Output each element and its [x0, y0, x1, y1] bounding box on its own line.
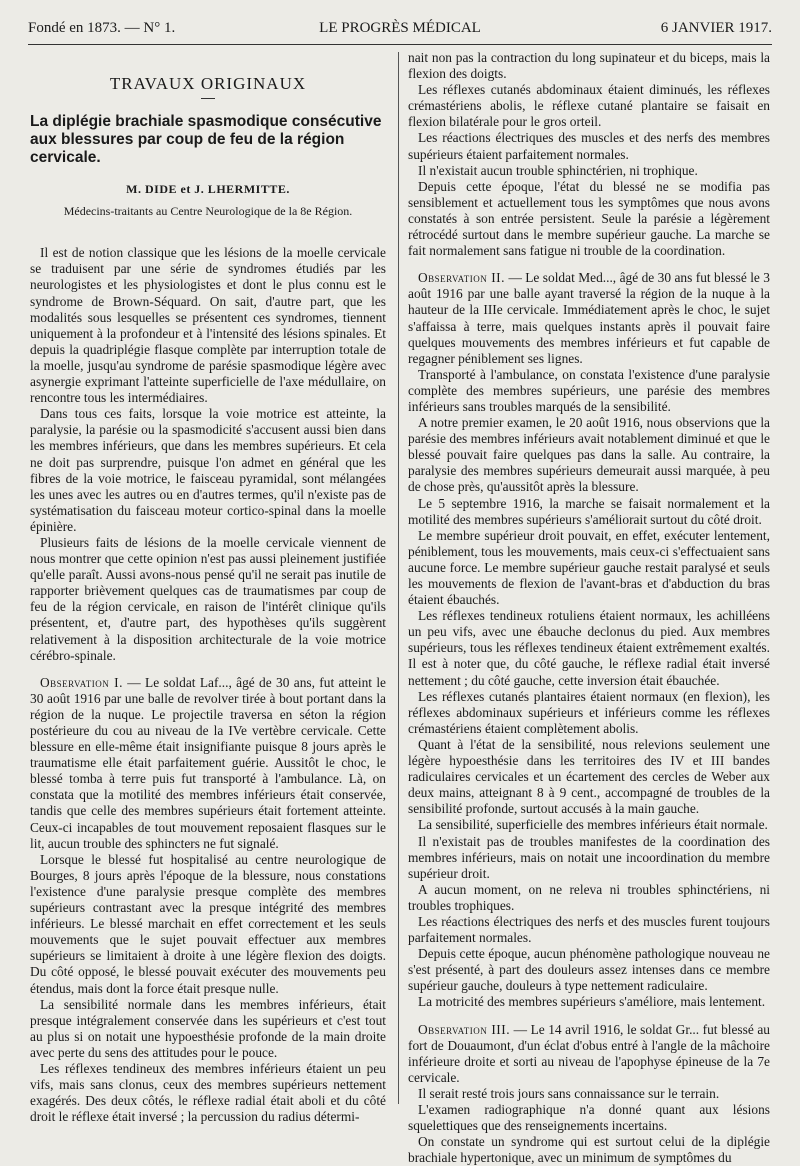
author-affiliation: Médecins-traitants au Centre Neurologique de la 8e Région.: [63, 204, 353, 219]
observation-2-paragraph: Il n'existait pas de troubles manifestes de la coordination des membres inférieurs, mais on notait une incoordination du membre supérieur droit.: [408, 833, 770, 881]
continued-paragraph: nait non pas la contraction du long supinateur et du biceps, mais la flexion des doigts.: [408, 50, 770, 82]
issue-date: 6 JANVIER 1917.: [660, 20, 772, 36]
continued-paragraph: Les réactions électriques des muscles et des nerfs des membres supérieurs étaient parfaitement normales.: [408, 130, 770, 162]
observation-3-label: Observation III.: [418, 1021, 511, 1037]
observation-2-paragraph: A aucun moment, on ne releva ni troubles sphinctériens, ni troubles trophiques.: [408, 881, 770, 913]
observation-2-text: — Le soldat Med..., âgé de 30 ans fut blessé le 3 août 1916 par une balle ayant traversé la région de la nuque à la hauteur de la IIIe cervicale. Immédiatement après le choc, le sujet s'affaissa à terre, mais quelques instants après il pouvait faire quelques mouvements des membres inférieurs et fut capable de regagner péniblement ses lignes.: [408, 270, 770, 366]
column-divider: [398, 52, 399, 1104]
article-title: La diplégie brachiale spasmodique consécutive aux blessures par coup de feu de la région cervicale.: [30, 113, 382, 167]
observation-3-paragraph: [408, 1022, 770, 1086]
observation-2-paragraph: La motricité des membres supérieurs s'améliore, mais lentement.: [418, 994, 766, 1010]
observation-1-label: Observation I.: [40, 674, 123, 690]
continued-paragraph: Depuis cette époque, l'état du blessé ne se modifia pas sensiblement et actuellement tous les symptômes que nous avons constatés à son entrée persistent. Seule la parésie a légèrement rétrocédé surtout dans le membre supérieur gauche. La marche se fait normalement sans fatigue ni trouble de la coordination.: [408, 178, 770, 259]
observation-1-paragraph: Les réflexes tendineux des membres inférieurs étaient un peu vifs, mais sans clonus, ceux des membres supérieurs nettement exagérés. Des deux côtés, le réflexe radial était aboli et du côté droit le réflexe était inversé ; la percussion du radius détermi-: [30, 1060, 386, 1125]
observation-3-paragraph: L'examen radiographique n'a donné quant aux lésions squelettiques que des renseignements incertains.: [408, 1102, 770, 1134]
observation-2-paragraph: Quant à l'état de la sensibilité, nous relevions seulement une légère hypoesthésie dans les territoires des IV et III bandes radiculaires cervicales et un écartement des cercles de Weber aux deux mains, atteignant 8 à 9 cent., accompagné de troubles de la sensibilité profonde, surtout accusés à la main gauche.: [408, 736, 770, 817]
observation-2-paragraph: A notre premier examen, le 20 août 1916, nous observions que la parésie des membres inférieurs avait notablement diminué et que le blessé pouvait faire quelques pas dans la salle. Au contraire, la paralysie des membres supérieurs demeurait aussi marquée, à peu de chose près, qu'aussitôt après la blessure.: [408, 415, 770, 495]
observation-2-paragraph: Transporté à l'ambulance, on constata l'existence d'une paralysie complète des membres supérieurs, une parésie des membres inférieurs sans troubles marqués de la sensibilité.: [408, 366, 770, 414]
header-rule: [28, 44, 772, 45]
observation-2-paragraph: La sensibilité, superficielle des membres inférieurs était normale.: [418, 817, 768, 833]
observation-1-text: — Le soldat Laf..., âgé de 30 ans, fut atteint le 30 août 1916 par une balle de revolver tirée à bout portant dans la région de la nuque. Le projectile traversa en séton la région postérieure du cou au niveau de la IVe vertèbre cervicale. Cette blessure en elle-même était insignifiante puisque 8 jours après le traumatisme elle était parfaitement guérie. Aussitôt le choc, le blessé tomba à terre puis fut transporté à l'ambulance. Là, on constata que la motilité des membres inférieurs était conservée, tandis que celle des membres supérieurs était fortement atteinte. Ceux-ci incapables de tout mouvement reposaient flasques sur le lit, aucun trouble des sphincters ne fut signalé.: [30, 674, 386, 851]
observation-2-paragraph: Le 5 septembre 1916, la marche se faisait normalement et la motilité des membres supérieurs s'améliorait surtout du côté droit.: [408, 495, 770, 527]
observation-2-paragraph: [408, 270, 770, 367]
observation-1-paragraph: [30, 675, 386, 852]
right-column: [408, 50, 770, 1166]
observation-3-paragraph: On constate un syndrome qui est surtout celui de la diplégie brachiale hypertonique, avec un minimum de symptômes du: [408, 1134, 770, 1166]
founded-issue-label: Fondé en 1873. — N° 1.: [28, 20, 176, 36]
observation-1-paragraph: Lorsque le blessé fut hospitalisé au centre neurologique de Bourges, 8 jours après l'époque de la blessure, nous constations l'existence d'une paralysie presque complète des membres supérieurs contrastant avec la presque intégrité des membres inférieurs. Le blessé marchait en effet correctement et les seuls mouvements que le sujet pouvait effectuer aux membres supérieurs se limitaient à droite à une légère flexion des doigts. Du côté opposé, le blessé pouvait exécuter des mouvements peu étendus, mais dont la force était presque nulle.: [30, 851, 386, 996]
observation-3-text: — Le 14 avril 1916, le soldat Gr... fut blessé au fort de Douaumont, d'un éclat d'obus entré à l'angle de la mâchoire inférieure droite et sorti au niveau de l'apophyse épineuse de la 7e cervicale.: [408, 1021, 770, 1085]
observation-2-paragraph: Les réflexes tendineux rotuliens étaient normaux, les achilléens un peu vifs, avec une ébauche declonus du pied. Aux membres supérieurs, tous les réflexes tendineux étaient extrêmement exaltés. Il est à noter que, du côté gauche, le réflexe radial était inversé nettement ; du côté gauche, cette inversion était ébauchée.: [408, 608, 770, 688]
observation-1-paragraph: La sensibilité normale dans les membres inférieurs, était presque intégralement conservée dans les supérieurs et c'est tout au plus si on notait une hypoesthésie profonde de la main droite avec perte du sens des attitudes pour le pouce.: [30, 996, 386, 1060]
observation-2-paragraph: Les réactions électriques des nerfs et des muscles furent toujours parfaitement normales.: [408, 913, 770, 946]
intro-paragraph: Plusieurs faits de lésions de la moelle cervicale viennent de nous montrer que cette opinion n'est pas aussi pleinement justifiée qu'elle paraît. Aussi avons-nous pensé qu'il ne serait pas inutile de rapporter brièvement quelques cas de traumatismes par coup de feu de la région cervicale, en raison de l'intérêt clinique qu'ils présentent, et, d'autre part, des hypothèses qu'ils suggèrent relativement à la disposition architecturale de la voie motrice cérébro-spinale.: [30, 534, 386, 663]
observation-3-paragraph: Il serait resté trois jours sans connaissance sur le terrain.: [418, 1085, 720, 1101]
running-head: [28, 14, 772, 42]
continued-paragraph: Il n'existait aucun trouble sphinctérien, ni trophique.: [418, 162, 698, 178]
journal-title: LE PROGRÈS MÉDICAL: [319, 20, 481, 36]
intro-paragraph: Il est de notion classique que les lésions de la moelle cervicale se traduisent par une série de syndromes étudiés par les neurologistes et les physiologistes et dont le plus connu est le syndrome de Brown-Séquard. On sait, d'autre part, que les modalités sous lesquelles se présentent ces syndromes, tiennent uniquement à la profondeur et à l'intensité des lésions spinales. Et depuis la quadriplégie flasque complète par interruption totale de la moelle, jusqu'au syndrome de parésie spasmodique légère avec asynergie exprimant l'atteinte superficielle de l'axe médullaire, on rencontre tous les intermédiaires.: [30, 245, 386, 406]
left-column: [30, 52, 386, 1125]
observation-2-paragraph: Le membre supérieur droit pouvait, en effet, exécuter lentement, péniblement, tous les mouvements, mais ceux-ci s'effectuaient sans aucune force. Le membre supérieur gauche restait paralysé et seuls les mouvements de flexion de l'avant-bras et d'abduction du bras étaient ébauchés.: [408, 527, 770, 608]
article-authors: M. DIDE et J. LHERMITTE.: [126, 182, 290, 197]
section-heading: TRAVAUX ORIGINAUX: [109, 74, 307, 93]
continued-paragraph: Les réflexes cutanés abdominaux étaient diminués, les réflexes crémastériens abolis, le réflexe cutané plantaire se faisait en flexion bilatérale pour le gros orteil.: [408, 82, 770, 130]
title-dash: [201, 98, 215, 99]
intro-paragraph: Dans tous ces faits, lorsque la voie motrice est atteinte, la paralysie, la parésie ou la spasmodicité s'accusent aussi bien dans les membres inférieurs, que dans les membres supérieurs. Et cela ne doit pas surprendre, puisque l'on admet en général que les fibres de la voie motrice, le faisceau pyramidal, sont mélangées les unes avec les autres ou en d'autres termes, qu'il n'existe pas de systématisation du faisceau moteur cortico-spinal dans la moelle épinière.: [30, 406, 386, 534]
observation-2-label: Observation II.: [418, 270, 505, 286]
observation-2-paragraph: Les réflexes cutanés plantaires étaient normaux (en flexion), les réflexes abdominaux supérieurs et inférieurs comme les réflexes crémastériens étaient complètement abolis.: [408, 688, 770, 736]
observation-2-paragraph: Depuis cette époque, aucun phénomène pathologique nouveau ne s'est présenté, à part des douleurs assez intenses dans ce membre supérieur gauche, douleurs à type nettement radiculaire.: [408, 946, 770, 994]
